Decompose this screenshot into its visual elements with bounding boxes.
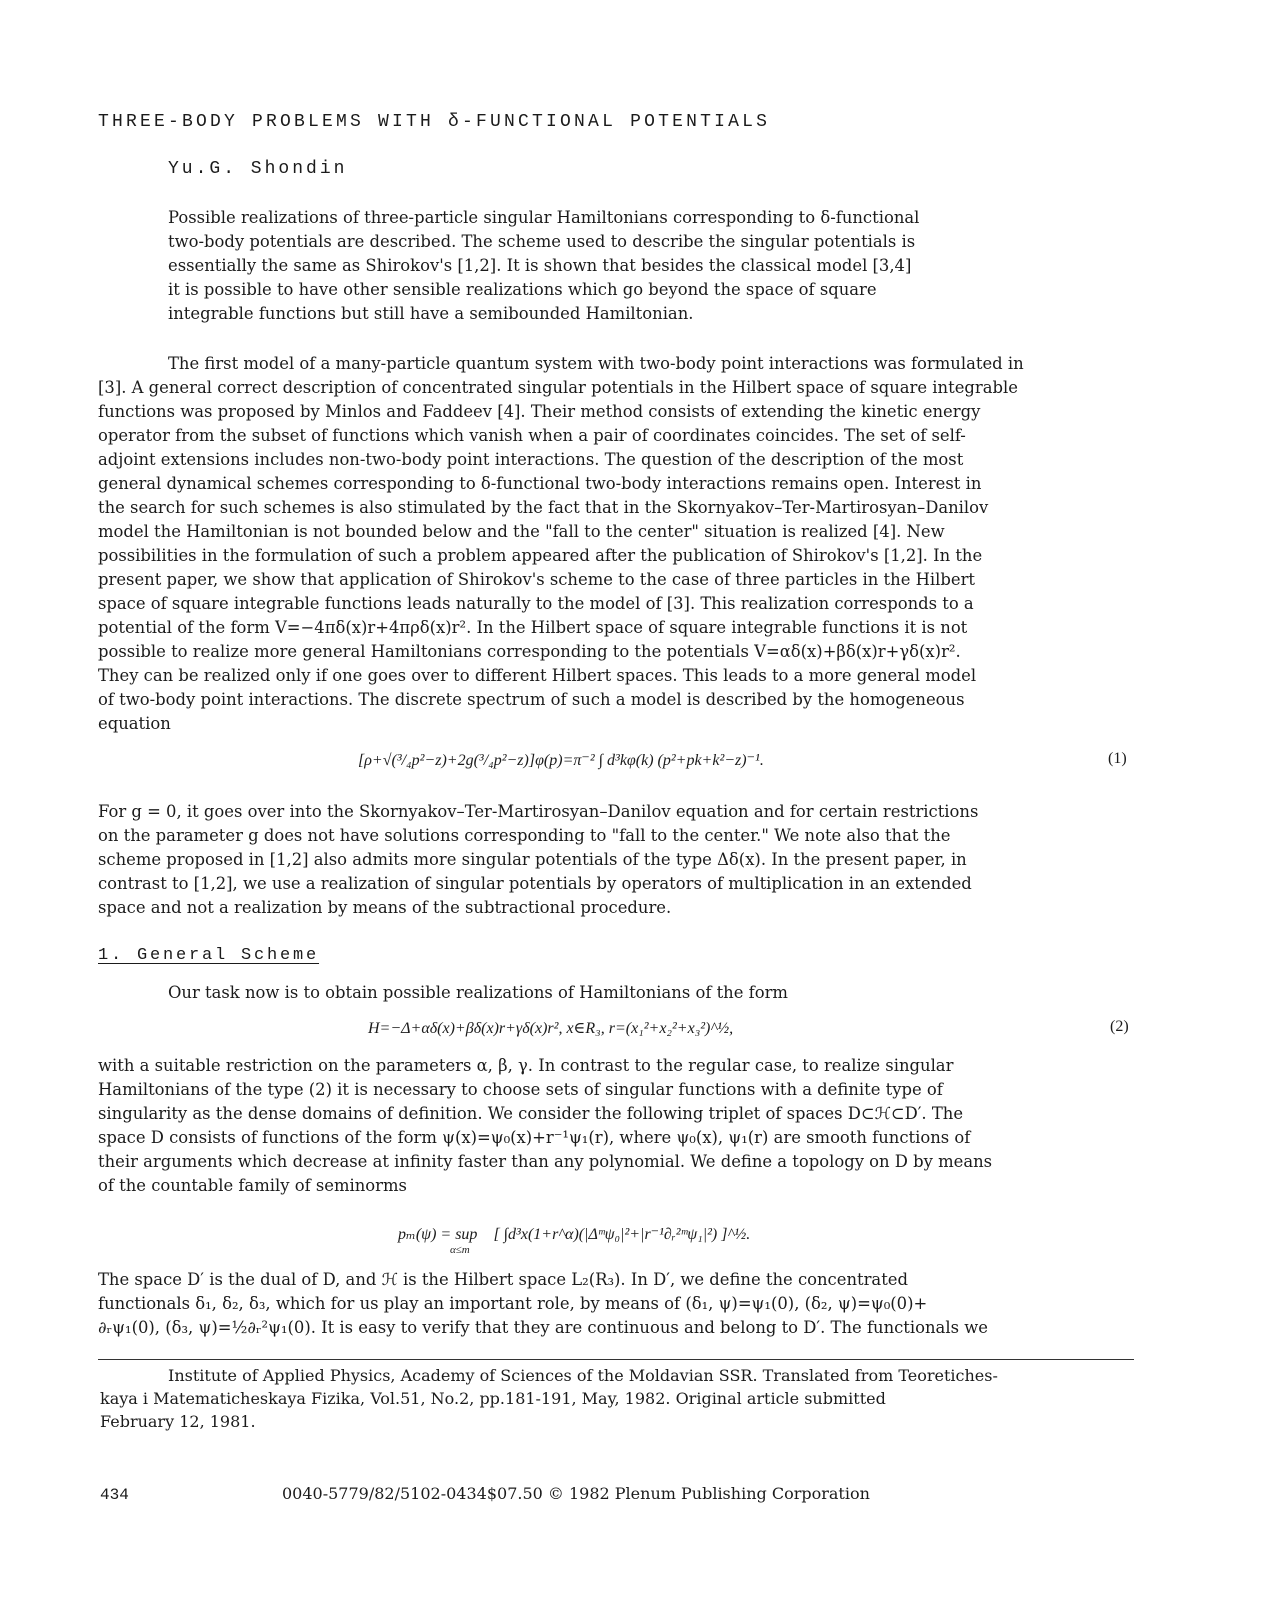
- body-line: scheme proposed in [1,2] also admits more singular potentials of the type Δδ(x). In the present paper, in: [98, 850, 967, 869]
- intro-line: They can be realized only if one goes over to different Hilbert spaces. This leads to a more general model: [98, 666, 977, 685]
- body-line: functionals δ₁, δ₂, δ₃, which for us play an important role, by means of (δ₁, ψ)=ψ₁(0), (δ₂, ψ)=ψ₀(0)+: [98, 1294, 928, 1313]
- abstract-line: essentially the same as Shirokov's [1,2]. It is shown that besides the classical model [3,4]: [168, 256, 912, 275]
- intro-line: [3]. A general correct description of concentrated singular potentials in the Hilbert space of square integrable: [98, 378, 1018, 397]
- equation-1: [ρ+√(³/₄p²−z)+2g(³/₄p²−z)]φ(p)=π⁻² ∫ d³kφ(k) (p²+pk+k²−z)⁻¹.: [358, 752, 764, 769]
- seminorm-rhs: [ ∫d³x(1+r^α)(|Δᵐψ₀|²+|r⁻¹∂ᵣ²ᵐψ₁|²) ]^½.: [493, 1226, 751, 1243]
- footnote-divider: [98, 1359, 1134, 1360]
- abstract-line: it is possible to have other sensible realizations which go beyond the space of square: [168, 280, 877, 299]
- body-line: space and not a realization by means of the subtractional procedure.: [98, 898, 672, 917]
- body-line: with a suitable restriction on the parameters α, β, γ. In contrast to the regular case, to realize singular: [98, 1056, 954, 1075]
- footnote-line: Institute of Applied Physics, Academy of Sciences of the Moldavian SSR. Translated from Teoretiches-: [168, 1366, 998, 1385]
- body-line: contrast to [1,2], we use a realization of singular potentials by operators of multiplication in an extended: [98, 874, 972, 893]
- intro-line: of two-body point interactions. The discrete spectrum of such a model is described by the homogeneous: [98, 690, 965, 709]
- intro-line: present paper, we show that application of Shirokov's scheme to the case of three particles in the Hilbert: [98, 570, 975, 589]
- intro-line: operator from the subset of functions which vanish when a pair of coordinates coincides. The set of self-: [98, 426, 966, 445]
- intro-line: possibilities in the formulation of such a problem appeared after the publication of Shirokov's [1,2]. In the: [98, 546, 983, 565]
- intro-line: equation: [98, 714, 171, 733]
- abstract-line: integrable functions but still have a semibounded Hamiltonian.: [168, 304, 694, 323]
- seminorm-equation: [398, 1224, 751, 1256]
- equation-2: H=−Δ+αδ(x)+βδ(x)r+γδ(x)r², x∈R₃, r=(x₁²+x₂²+x₃²)^½,: [368, 1020, 734, 1037]
- intro-line: The first model of a many-particle quantum system with two-body point interactions was formulated in: [168, 354, 1024, 373]
- body-line: ∂ᵣψ₁(0), (δ₃, ψ)=½∂ᵣ²ψ₁(0). It is easy to verify that they are continuous and belong to D′. The functionals we: [98, 1318, 988, 1337]
- intro-line: general dynamical schemes corresponding to δ-functional two-body interactions remains open. Interest in: [98, 474, 982, 493]
- body-line: singularity as the dense domains of definition. We consider the following triplet of spaces D⊂ℋ⊂D′. The: [98, 1104, 964, 1123]
- body-line: space D consists of functions of the form ψ(x)=ψ₀(x)+r⁻¹ψ₁(r), where ψ₀(x), ψ₁(r) are smooth functions of: [98, 1128, 971, 1147]
- intro-line: functions was proposed by Minlos and Faddeev [4]. Their method consists of extending the kinetic energy: [98, 402, 981, 421]
- seminorm-sup-subscript: α≤m: [450, 1244, 470, 1256]
- body-line: Hamiltonians of the type (2) it is necessary to choose sets of singular functions with a definite type of: [98, 1080, 943, 1099]
- footnote-line: kaya i Matematicheskaya Fizika, Vol.51, No.2, pp.181-191, May, 1982. Original article submitted: [100, 1389, 886, 1408]
- author-name: Yu.G. Shondin: [168, 159, 348, 179]
- intro-line: model the Hamiltonian is not bounded below and the "fall to the center" situation is realized [4]. New: [98, 522, 945, 541]
- intro-line: adjoint extensions includes non-two-body point interactions. The question of the description of the most: [98, 450, 964, 469]
- abstract-line: Possible realizations of three-particle singular Hamiltonians corresponding to δ-functional: [168, 208, 920, 227]
- abstract-line: two-body potentials are described. The scheme used to describe the singular potentials is: [168, 232, 916, 251]
- seminorm-lhs: pₘ(ψ) = sup: [398, 1226, 478, 1243]
- copyright-line: 0040-5779/82/5102-0434$07.50 © 1982 Plenum Publishing Corporation: [282, 1484, 870, 1503]
- intro-line: potential of the form V=−4πδ(x)r+4πρδ(x)r². In the Hilbert space of square integrable functions it is not: [98, 618, 968, 637]
- body-line: For g = 0, it goes over into the Skornyakov–Ter-Martirosyan–Danilov equation and for certain restrictions: [98, 802, 979, 821]
- body-line: The space D′ is the dual of D, and ℋ is the Hilbert space L₂(R₃). In D′, we define the concentrated: [98, 1270, 908, 1289]
- section-heading: 1. General Scheme: [98, 946, 320, 965]
- intro-line: possible to realize more general Hamiltonians corresponding to the potentials V=αδ(x)+βδ(x)r+γδ(x)r².: [98, 642, 961, 661]
- page-number: 434: [100, 1486, 129, 1504]
- equation-1-number: (1): [1108, 750, 1127, 767]
- body-line: their arguments which decrease at infinity faster than any polynomial. We define a topology on D by means: [98, 1152, 993, 1171]
- intro-line: the search for such schemes is also stimulated by the fact that in the Skornyakov–Ter-Martirosyan–Danilov: [98, 498, 989, 517]
- intro-line: space of square integrable functions leads naturally to the model of [3]. This realization corresponds to a: [98, 594, 974, 613]
- footnote-line: February 12, 1981.: [100, 1412, 256, 1431]
- paper-title: THREE-BODY PROBLEMS WITH δ-FUNCTIONAL POTENTIALS: [98, 112, 771, 132]
- body-line: of the countable family of seminorms: [98, 1176, 407, 1195]
- body-line: on the parameter g does not have solutions corresponding to "fall to the center." We note also that the: [98, 826, 951, 845]
- equation-2-number: (2): [1110, 1018, 1129, 1035]
- section-intro-line: Our task now is to obtain possible realizations of Hamiltonians of the form: [168, 983, 788, 1002]
